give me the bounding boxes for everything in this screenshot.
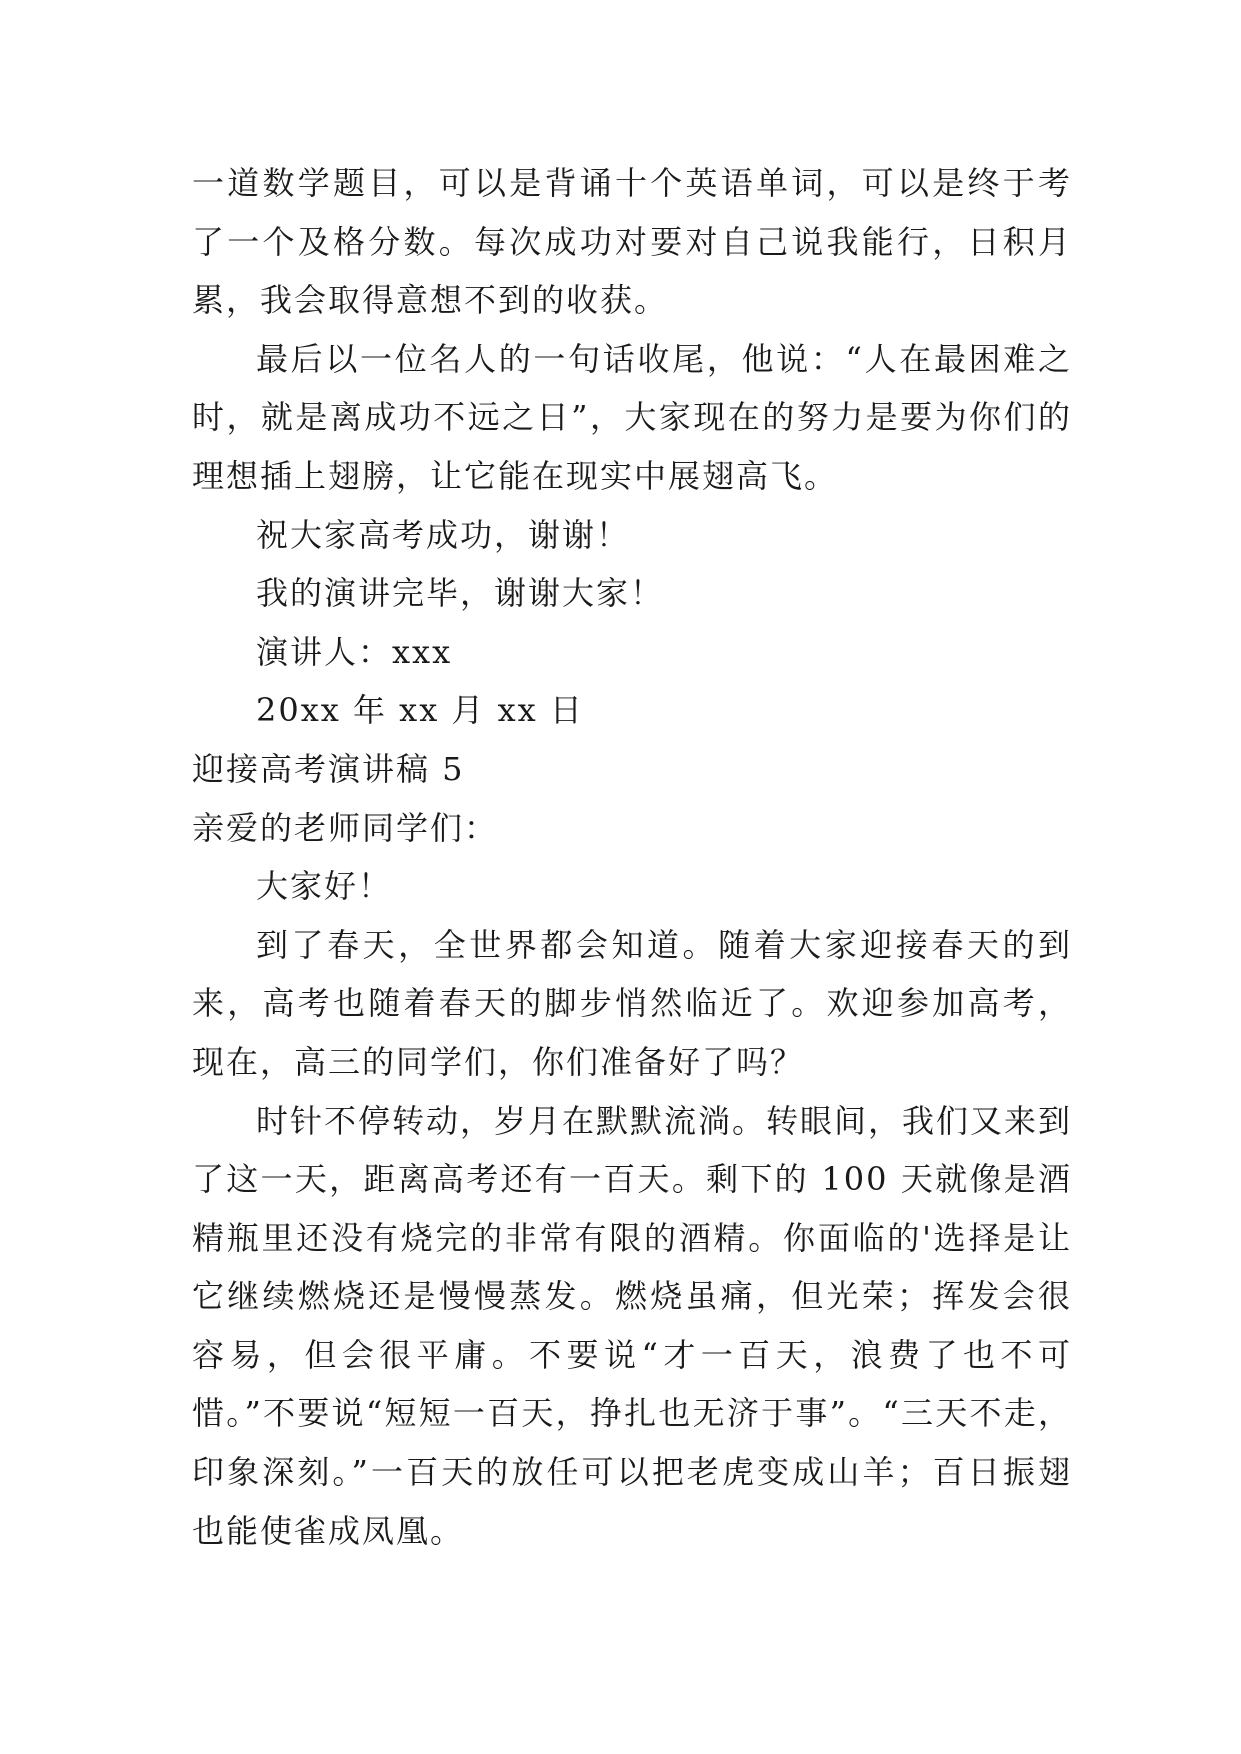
paragraph: 到了春天，全世界都会知道。随着大家迎接春天的到来，高考也随着春天的脚步悄然临近了。欢迎参加高考，现在，高三的同学们，你们准备好了吗？ [192,925,1072,1081]
paragraph: 时针不停转动，岁月在默默流淌。转眼间，我们又来到了这一天，距离高考还有一百天。剩下的 100 天就像是酒精瓶里还没有烧完的非常有限的酒精。你面临的'选择是让它继续燃烧还是慢慢蒸发。燃烧虽痛，但光荣；挥发会很容易，但会很平庸。不要说“才一百天，浪费了也不可惜。”不要说“短短一百天，挣扎也无济于事”。“三天不走，印象深刻。”一百天的放任可以把老虎变成山羊；百日振翅也能使雀成凤凰。 [192,1101,1073,1550]
paragraph: 我的演讲完毕，谢谢大家！ [256,574,665,613]
salutation: 亲爱的老师同学们： [192,808,499,847]
paragraph: 祝大家高考成功，谢谢！ [256,515,631,554]
speaker-line: 演讲人：xxx [256,632,453,671]
paragraph: 一道数学题目，可以是背诵十个英语单词，可以是终于考了一个及格分数。每次成功对要对自己说我能行，日积月累，我会取得意想不到的收获。 [192,164,1072,320]
section-heading: 迎接高考演讲稿 5 [192,749,465,788]
document-body [192,154,1072,1560]
greeting: 大家好！ [256,867,393,906]
date-line: 20xx 年 xx 月 xx 日 [256,691,584,730]
paragraph: 最后以一位名人的一句话收尾，他说：“人在最困难之时，就是离成功不远之日”，大家现在的努力是要为你们的理想插上翅膀，让它能在现实中展翅高飞。 [192,339,1072,495]
